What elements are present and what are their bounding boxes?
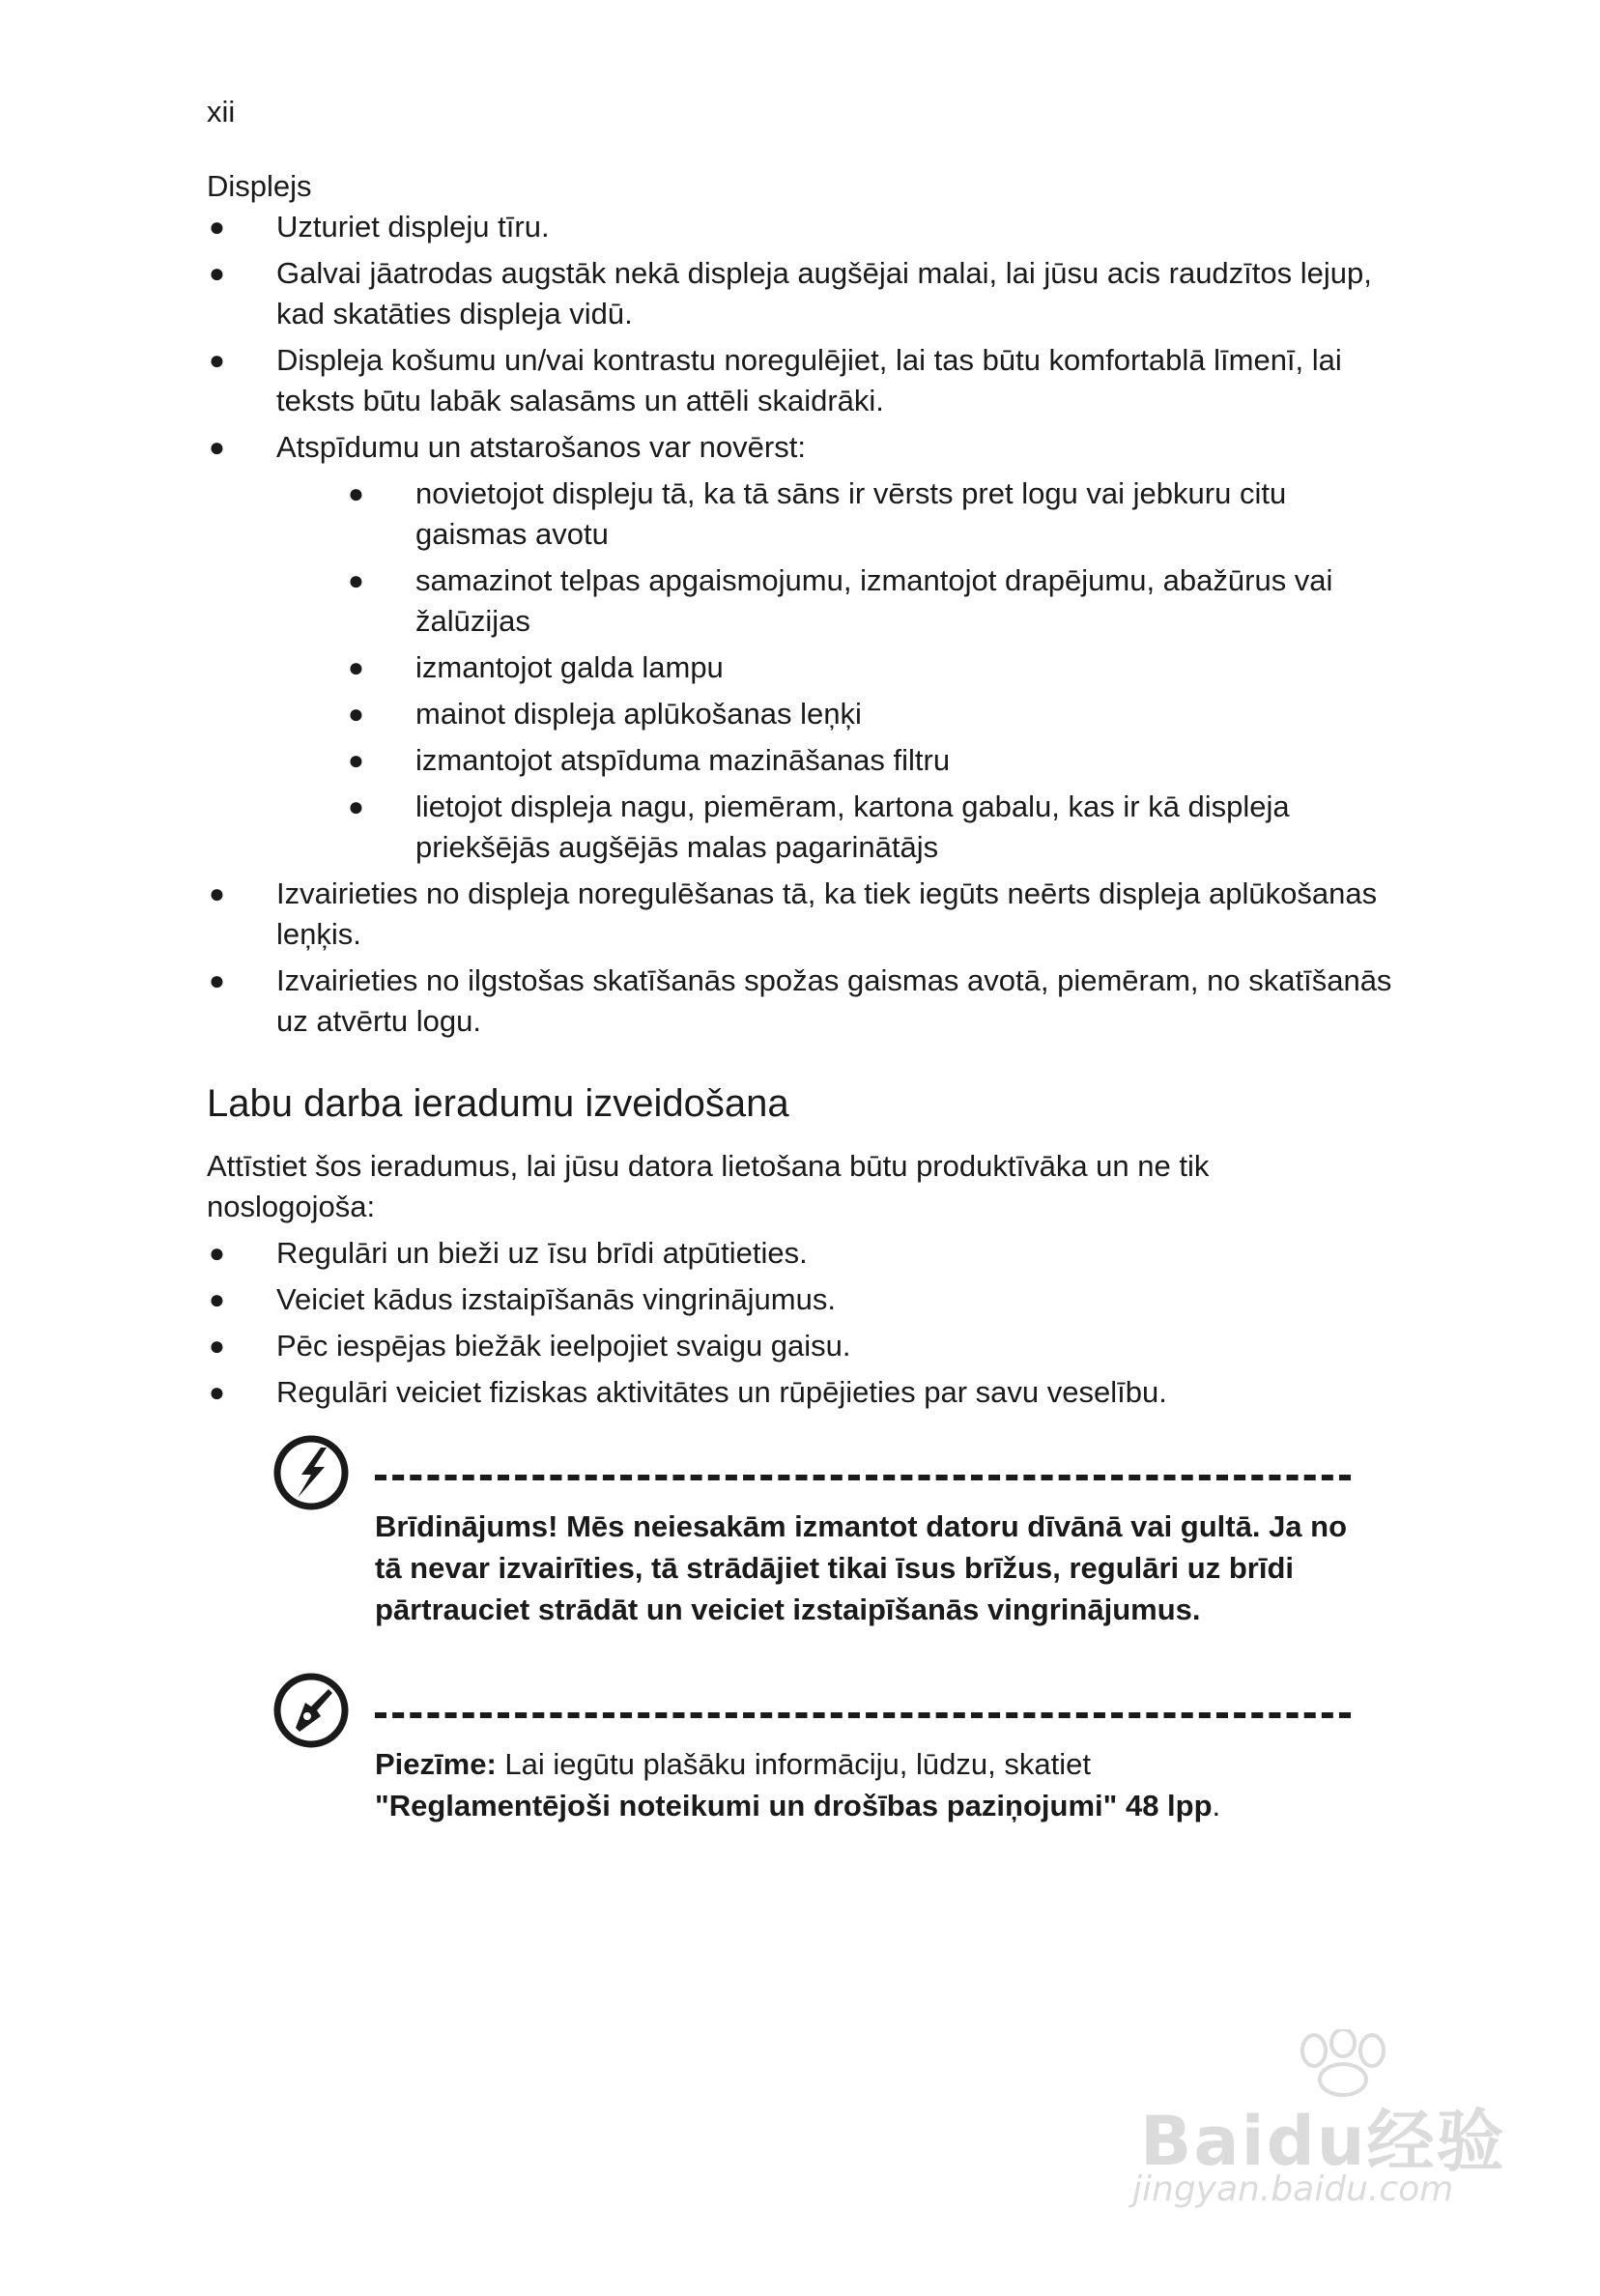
warning-divider — [375, 1475, 1351, 1480]
watermark-url: jingyan.baidu.com — [1132, 2169, 1454, 2209]
bullet-icon: ● — [209, 965, 225, 995]
bullet-icon: ● — [348, 699, 364, 729]
list-item: ● Atspīdumu un atstarošanos var novērst: ● novietojot displeju tā, ka tā sāns ir vērsts pret logu vai jebkuru citu gaismas avotu ● samazinot telpas apgaismojumu, izmantojot drapējumu, abažūrus vai žalūzijas ● izmantojot galda lampu ● mainot displeja aplūkošanas leņķi ● izmantojot atspīduma mazināšanas filtru ● lietojot displeja nagu, piemēram, kartona gabalu, kas ir kā displeja priekšējās augšējās malas pagarinātājs — [207, 427, 1405, 868]
display-section — [207, 166, 1405, 1048]
sub-list-item: ● samazinot telpas apgaismojumu, izmantojot drapējumu, abažūrus vai žalūzijas — [276, 560, 1405, 642]
page-number: xii — [207, 95, 236, 129]
list-item: ● Regulāri un bieži uz īsu brīdi atpūtieties. — [207, 1233, 1405, 1274]
note-label: Piezīme: — [375, 1747, 497, 1781]
bullet-icon: ● — [209, 258, 225, 288]
list-item: ● Izvairieties no ilgstošas skatīšanās spožas gaismas avotā, piemēram, no skatīšanās uz atvērtu logu. — [207, 961, 1405, 1042]
habits-heading: Labu darba ieradumu izveidošana — [207, 1082, 789, 1125]
display-heading: Displejs — [207, 169, 312, 203]
note-divider — [375, 1712, 1351, 1718]
sub-list-item: ● izmantojot atspīduma mazināšanas filtru — [276, 740, 1405, 781]
bullet-icon: ● — [209, 1331, 225, 1361]
habits-intro: Attīstiet šos ieradumus, lai jūsu datora lietošana būtu produktīvāka un ne tik noslogojoša: — [207, 1149, 1210, 1223]
bullet-icon: ● — [209, 345, 225, 375]
bullet-icon: ● — [209, 1377, 225, 1407]
pen-note-icon — [272, 1672, 350, 1749]
list-item: ● Veiciet kādus izstaipīšanās vingrinājumus. — [207, 1279, 1405, 1320]
sub-list-item: ● lietojot displeja nagu, piemēram, kartona gabalu, kas ir kā displeja priekšējās augšējās malas pagarinātājs — [276, 787, 1405, 868]
list-item: ● Galvai jāatrodas augstāk nekā displeja augšējai malai, lai jūsu acis raudzītos lejup, kad skatāties displeja vidū. — [207, 253, 1405, 334]
bullet-icon: ● — [348, 745, 364, 775]
list-item: ● Displeja košumu un/vai kontrastu noregulējiet, lai tas būtu komfortablā līmenī, lai teksts būtu labāk salasāms un attēli skaidrāki. — [207, 340, 1405, 421]
glare-sublist — [276, 474, 1405, 868]
list-item: ● Regulāri veiciet fiziskas aktivitātes un rūpējieties par savu veselību. — [207, 1372, 1405, 1413]
note-reference[interactable]: "Reglamentējoši noteikumi un drošības paziņojumi" 48 lpp — [375, 1789, 1213, 1822]
sub-list-item: ● mainot displeja aplūkošanas leņķi — [276, 694, 1405, 734]
habits-list — [207, 1233, 1405, 1413]
list-item: ● Uzturiet displeju tīru. — [207, 207, 1405, 247]
bullet-icon: ● — [209, 432, 225, 462]
list-item: ● Izvairieties no displeja noregulēšanas tā, ka tiek iegūts neērts displeja aplūkošanas leņķis. — [207, 874, 1405, 955]
display-list — [207, 207, 1405, 1042]
sub-list-item: ● novietojot displeju tā, ka tā sāns ir vērsts pret logu vai jebkuru citu gaismas avotu — [276, 474, 1405, 555]
note-text: Piezīme: Lai iegūtu plašāku informāciju, lūdzu, skatiet "Reglamentējoši noteikumi un drošības paziņojumi" 48 lpp. — [375, 1747, 1221, 1822]
warning-notice — [272, 1434, 1355, 1627]
bullet-icon: ● — [209, 878, 225, 908]
habits-section — [207, 1146, 1405, 1419]
baidu-watermark — [1121, 2029, 1507, 2223]
bullet-icon: ● — [348, 652, 364, 682]
bullet-icon: ● — [348, 791, 364, 821]
bullet-icon: ● — [209, 1284, 225, 1314]
note-notice — [272, 1672, 1355, 1846]
list-item: ● Pēc iespējas biežāk ieelpojiet svaigu gaisu. — [207, 1326, 1405, 1366]
bullet-icon: ● — [209, 1238, 225, 1268]
sub-list-item: ● izmantojot galda lampu — [276, 647, 1405, 688]
bullet-icon: ● — [209, 212, 225, 242]
lightning-warning-icon — [272, 1434, 350, 1511]
watermark-logo: Baidu经验 — [1140, 2102, 1506, 2181]
bullet-icon: ● — [348, 478, 364, 508]
bullet-icon: ● — [348, 565, 364, 595]
warning-text: Brīdinājums! Mēs neiesakām izmantot datoru dīvānā vai gultā. Ja no tā nevar izvairīties, tā strādājiet tikai īsus brīžus, regulāri uz brīdi pārtrauciet strādāt un veiciet izstaipīšanās vingrinājumus. — [375, 1509, 1348, 1626]
